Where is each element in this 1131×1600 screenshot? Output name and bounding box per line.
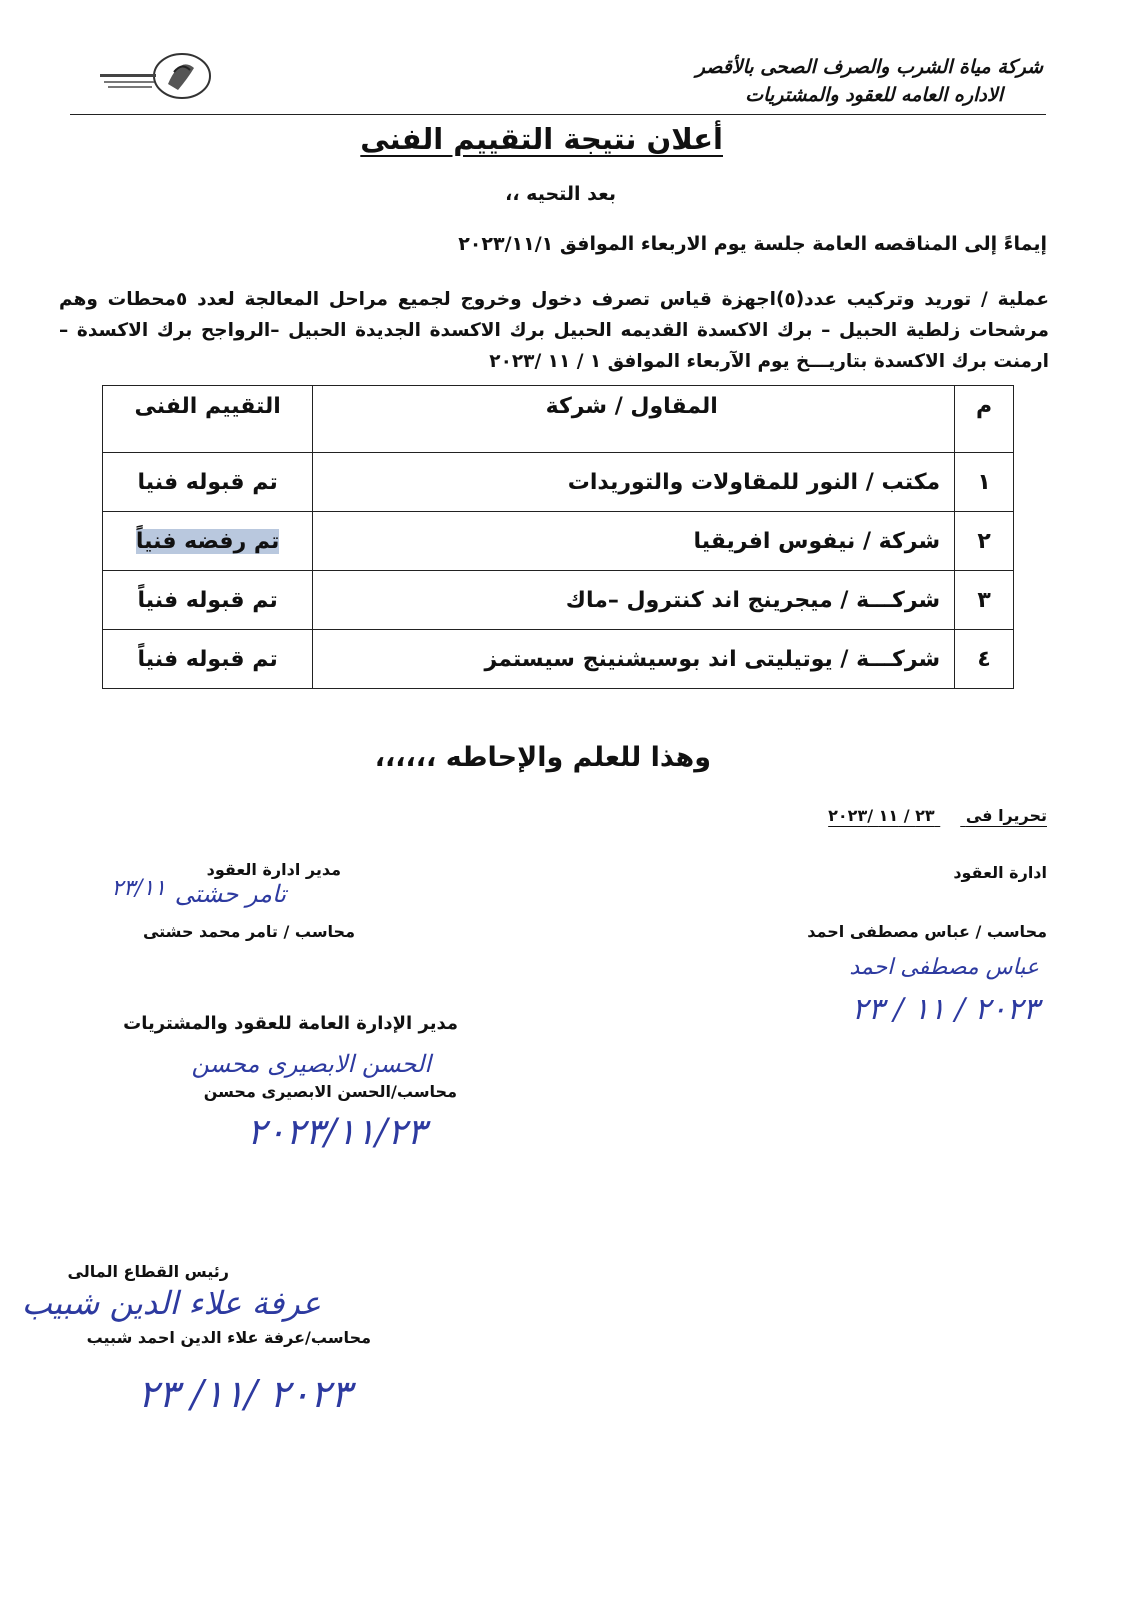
row-company: شركـــة / ميجرينج اند كنترول –ماك <box>313 571 955 630</box>
row-no: ٣ <box>955 571 1014 630</box>
header-no: م <box>955 386 1014 453</box>
contracts-admin-title: ادارة العقود <box>953 863 1047 882</box>
row-company: مكتب / النور للمقاولات والتوريدات <box>313 453 955 512</box>
row-no: ٢ <box>955 512 1014 571</box>
contracts-manager-signature: تامر حشتى <box>174 880 286 908</box>
contracts-manager-signature-date: ٢٣/١١ <box>111 876 166 901</box>
contracts-admin-name: محاسب / عباس مصطفى احمد <box>807 922 1047 941</box>
contracts-admin-signature: عباس مصطفى احمد <box>849 955 1039 980</box>
table-row <box>103 453 1014 512</box>
page-title: أعلان نتيجة التقييم الفنى <box>360 122 723 156</box>
written-date <box>828 806 1047 825</box>
table-row <box>103 571 1014 630</box>
row-no: ٤ <box>955 630 1014 689</box>
contracts-manager-name: محاسب / تامر محمد حشتى <box>142 922 355 941</box>
row-company: شركة / نيفوس افريقيا <box>313 512 955 571</box>
table-row <box>103 630 1014 689</box>
operation-paragraph: عملية / توريد وتركيب عدد(٥)اجهزة قياس تصرف دخول وخروج لجميع مراحل المعالجة لعدد ٥محطات وهم مرشحات زلطية الحبيل – برك الاكسدة القديمه الحبيل برك الاكسدة الجديدة الحبيل –الرواجح برك الاكسدة –ارمنت برك الاكسدة بتاريـــخ يوم الآربعاء الموافق ١ / ١١ /٢٠٢٣ <box>59 289 1049 372</box>
header-company: المقاول / شركة <box>313 386 955 453</box>
row-evaluation: تم رفضه فنياً <box>135 528 280 554</box>
general-manager-signature: الحسن الابصيرى محسن <box>191 1050 431 1078</box>
general-manager-signature-date: ٢٠٢٣/١١/٢٣ <box>247 1112 426 1153</box>
header-evaluation: التقييم الفنى <box>103 386 313 453</box>
contracts-admin-signature-date: ٢٠٢٣ / ١١ / ٢٣ <box>851 992 1039 1027</box>
department-name: الاداره العامه للعقود والمشتريات <box>745 84 1003 106</box>
header-divider <box>70 114 1046 115</box>
row-evaluation: تم قبوله فنياً <box>103 571 313 630</box>
table-header-row <box>103 386 1014 453</box>
finance-head-name: محاسب/عرفة علاء الدين احمد شبيب <box>86 1328 371 1347</box>
finance-head-title: رئيس القطاع المالى <box>67 1262 229 1281</box>
intro-line: إيماءً إلى المناقصه العامة جلسة يوم الاربعاء الموافق ٢٠٢٣/١١/١ <box>458 233 1047 255</box>
contracts-manager-title: مدير ادارة العقود <box>206 860 341 879</box>
general-manager-name: محاسب/الحسن الابصيرى محسن <box>203 1082 457 1101</box>
finance-head-signature-date: ٢٠٢٣ /١١/ ٢٣ <box>137 1372 351 1416</box>
written-date-value: ٢٣ / ١١ /٢٠٢٣ <box>828 806 935 825</box>
table-row <box>103 512 1014 571</box>
closing-line: وهذا للعلم والإحاطه ،،،،،، <box>374 742 711 773</box>
evaluation-table <box>102 385 1014 689</box>
written-label: تحريرا فى <box>965 806 1047 825</box>
finance-head-signature: عرفة علاء الدين شبيب <box>21 1284 321 1322</box>
row-company: شركـــة / يوتيليتى اند بوسيشنينج سيستمز <box>313 630 955 689</box>
row-evaluation: تم قبوله فنيا <box>103 453 313 512</box>
company-name: شركة مياة الشرب والصرف الصحى بالأقصر <box>695 56 1043 78</box>
row-no: ١ <box>955 453 1014 512</box>
company-logo-icon <box>98 50 218 104</box>
row-evaluation: تم قبوله فنياً <box>103 630 313 689</box>
greeting: بعد التحيه ،، <box>505 183 616 205</box>
general-manager-title: مدير الإدارة العامة للعقود والمشتريات <box>123 1013 458 1034</box>
row-evaluation-cell <box>103 512 313 571</box>
